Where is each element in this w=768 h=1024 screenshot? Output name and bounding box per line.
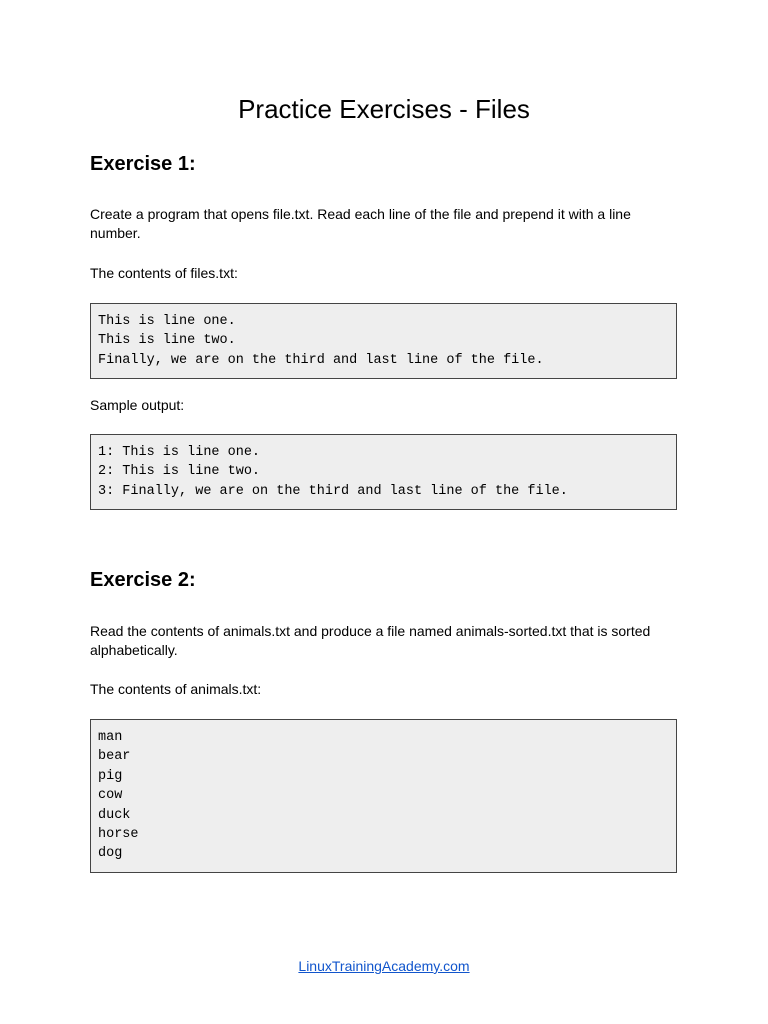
code-line: 2: This is line two. (98, 464, 261, 480)
code-line: 1: This is line one. (98, 445, 261, 460)
footer-website-link[interactable]: LinuxTrainingAcademy.com (298, 958, 470, 974)
exercise-1-output-code-block (90, 434, 677, 510)
code-line: bear (98, 749, 131, 765)
code-line: 3: Finally, we are on the third and last line of the file. (98, 483, 568, 499)
exercise-1-contents-label: The contents of files.txt: (90, 265, 238, 281)
page-title: Practice Exercises - Files (238, 94, 530, 124)
exercise-2-contents-label: The contents of animals.txt: (90, 681, 262, 697)
code-line: Finally, we are on the third and last line of the file. (98, 352, 544, 368)
code-line: duck (98, 807, 131, 823)
code-line: cow (98, 788, 123, 804)
code-line: This is line one. (98, 314, 236, 329)
exercise-1-description: Create a program that opens file.txt. Read each line of the file and prepend it with a line number. (90, 206, 631, 241)
exercise-2-description: Read the contents of animals.txt and produce a file named animals-sorted.txt that is sorted alphabetically. (90, 623, 651, 658)
exercise-1-output-label: Sample output: (90, 397, 185, 413)
code-line: horse (98, 827, 139, 843)
code-line: dog (98, 846, 123, 862)
footer (0, 957, 768, 975)
exercise-2-contents-code-block (90, 719, 677, 873)
exercise-1-contents-code-block (90, 303, 677, 379)
exercise-2-heading: Exercise 2: (90, 569, 196, 591)
code-line: man (98, 730, 123, 745)
exercise-1-heading: Exercise 1: (90, 153, 196, 175)
code-line: This is line two. (98, 333, 236, 349)
code-line: pig (98, 768, 123, 784)
